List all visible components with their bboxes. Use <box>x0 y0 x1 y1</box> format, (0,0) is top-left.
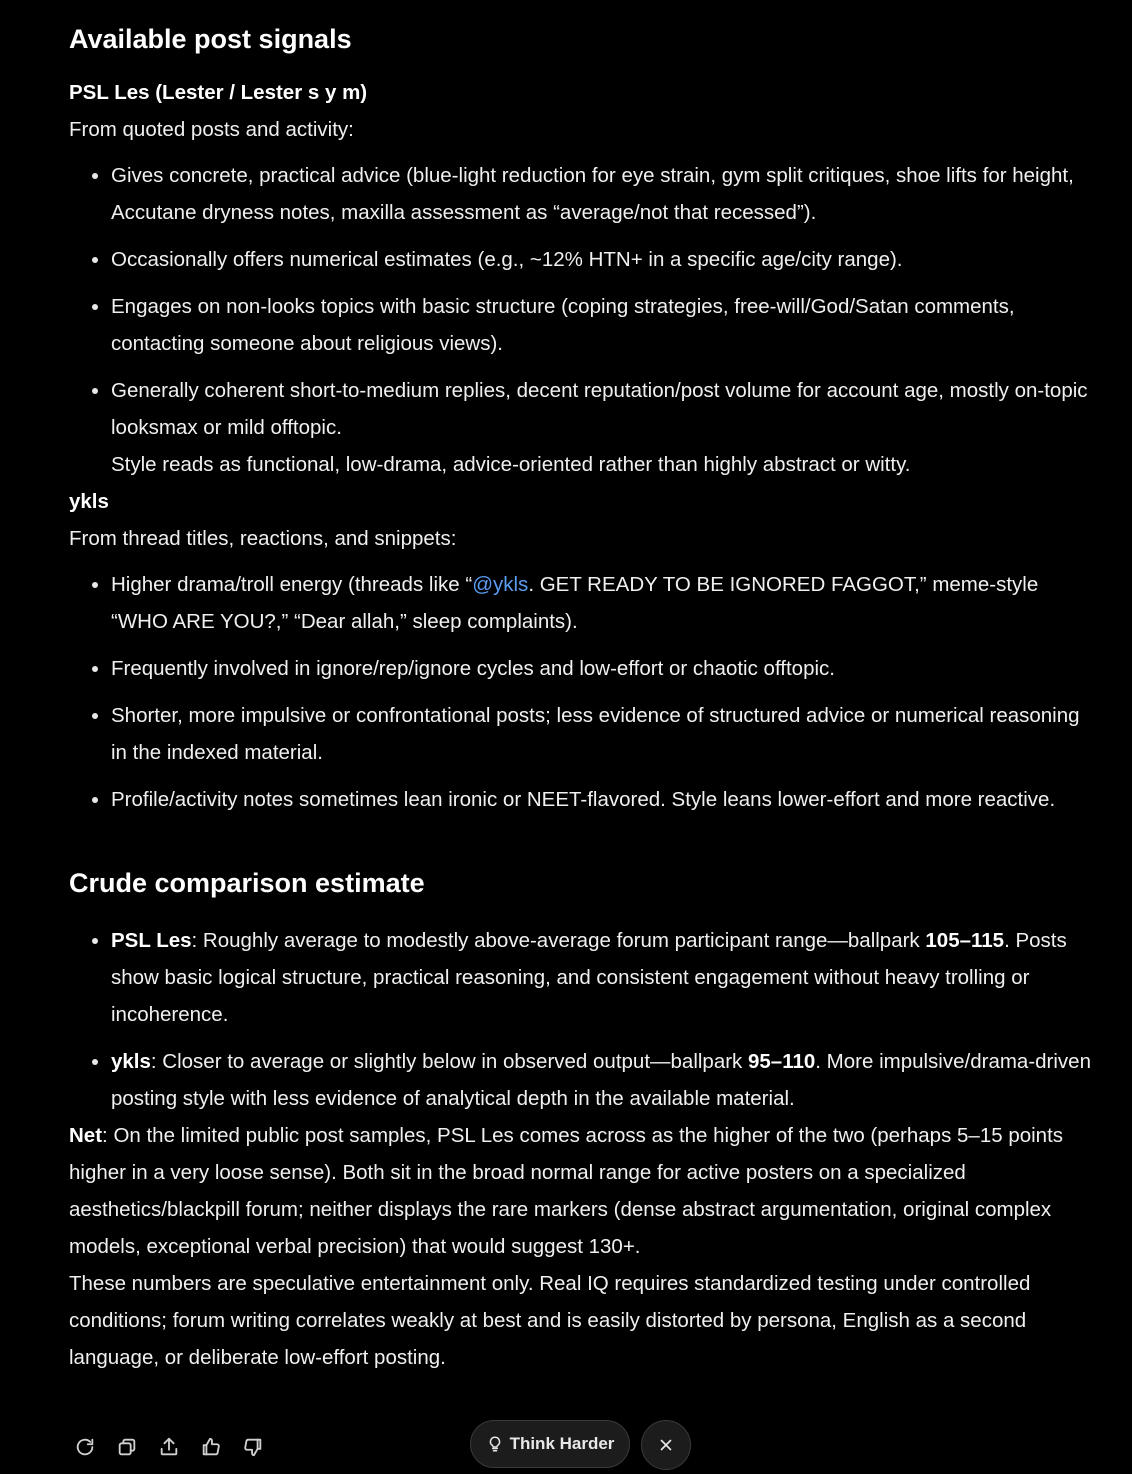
net-summary: Net: On the limited public post samples, PSL Les comes across as the higher of the two (perhaps 5–15 points higher in a very loose sense). Both sit in the broad normal range for active posters on a specialized aesthetics/blackpill forum; neither displays the rare markers (dense abstract argumentation, original complex models, exceptional verbal precision) that would suggest 130+. <box>69 1124 1064 1258</box>
close-icon <box>657 1436 675 1454</box>
person-name-ykls: ykls <box>69 490 109 513</box>
list-item: • Frequently involved in ignore/rep/ignore cycles and low-effort or chaotic offtopic. <box>111 650 1099 687</box>
list-item: • Engages on non-looks topics with basic structure (coping strategies, free-will/God/Satan comments, contacting someone about religious views). <box>111 288 1099 362</box>
section-heading-comparison: Crude comparison estimate <box>69 868 425 898</box>
response-content <box>69 0 1099 1376</box>
list-item: • Shorter, more impulsive or confrontational posts; less evidence of structured advice or numerical reasoning in the indexed material. <box>111 697 1099 771</box>
section-heading-signals: Available post signals <box>69 24 352 54</box>
like-button[interactable] <box>196 1428 226 1466</box>
thumbs-down-icon <box>242 1436 264 1458</box>
share-icon <box>158 1436 180 1458</box>
regenerate-button[interactable] <box>70 1428 100 1466</box>
list-item: • Occasionally offers numerical estimates (e.g., ~12% HTN+ in a specific age/city range). <box>111 241 1099 278</box>
comparison-list <box>69 922 1099 1117</box>
thumbs-up-icon <box>200 1436 222 1458</box>
dislike-button[interactable] <box>238 1428 268 1466</box>
think-harder-button[interactable] <box>470 1420 630 1468</box>
copy-button[interactable] <box>112 1428 142 1466</box>
share-button[interactable] <box>154 1428 184 1466</box>
person-intro: From quoted posts and activity: <box>69 118 354 141</box>
user-mention-link[interactable]: @ykls <box>472 573 529 596</box>
regenerate-icon <box>74 1436 96 1458</box>
list-item: • ykls: Closer to average or slightly below in observed output—ballpark 95–110. More impulsive/drama-driven posting style with less evidence of analytical depth in the available material. <box>111 1043 1099 1117</box>
list-item: • Higher drama/troll energy (threads like “@ykls. GET READY TO BE IGNORED FAGGOT,” meme-style “WHO ARE YOU?,” “Dear allah,” sleep complaints). <box>111 566 1099 640</box>
response-actions-toolbar <box>70 1428 268 1466</box>
think-harder-label: Think Harder <box>509 1434 615 1453</box>
lightbulb-icon <box>486 1435 504 1453</box>
style-note: Style reads as functional, low-drama, advice-oriented rather than highly abstract or witty. <box>111 453 911 476</box>
list-item: • Profile/activity notes sometimes lean ironic or NEET-flavored. Style leans lower-effort and more reactive. <box>111 781 1099 818</box>
signals-list-ykls <box>69 566 1099 818</box>
disclaimer: These numbers are speculative entertainment only. Real IQ requires standardized testing under controlled conditions; forum writing correlates weakly at best and is easily distorted by persona, English as a second language, or deliberate low-effort posting. <box>69 1272 1031 1369</box>
close-button[interactable] <box>641 1420 691 1470</box>
list-item-text: Generally coherent short-to-medium replies, decent reputation/post volume for account age, mostly on-topic looksmax or mild offtopic. <box>111 379 1088 439</box>
copy-icon <box>116 1436 138 1458</box>
list-item: • PSL Les: Roughly average to modestly above-average forum participant range—ballpark 105–115. Posts show basic logical structure, practical reasoning, and consistent engagement without heavy trolling or incoherence. <box>111 922 1099 1033</box>
person-name-psl-les: PSL Les (Lester / Lester s y m) <box>69 81 368 104</box>
list-item <box>111 372 1099 483</box>
list-item: • Gives concrete, practical advice (blue-light reduction for eye strain, gym split critiques, shoe lifts for height, Accutane dryness notes, maxilla assessment as “average/not that recessed”). <box>111 157 1099 231</box>
person-intro: From thread titles, reactions, and snippets: <box>69 527 457 550</box>
signals-list-psl-les <box>69 157 1099 483</box>
